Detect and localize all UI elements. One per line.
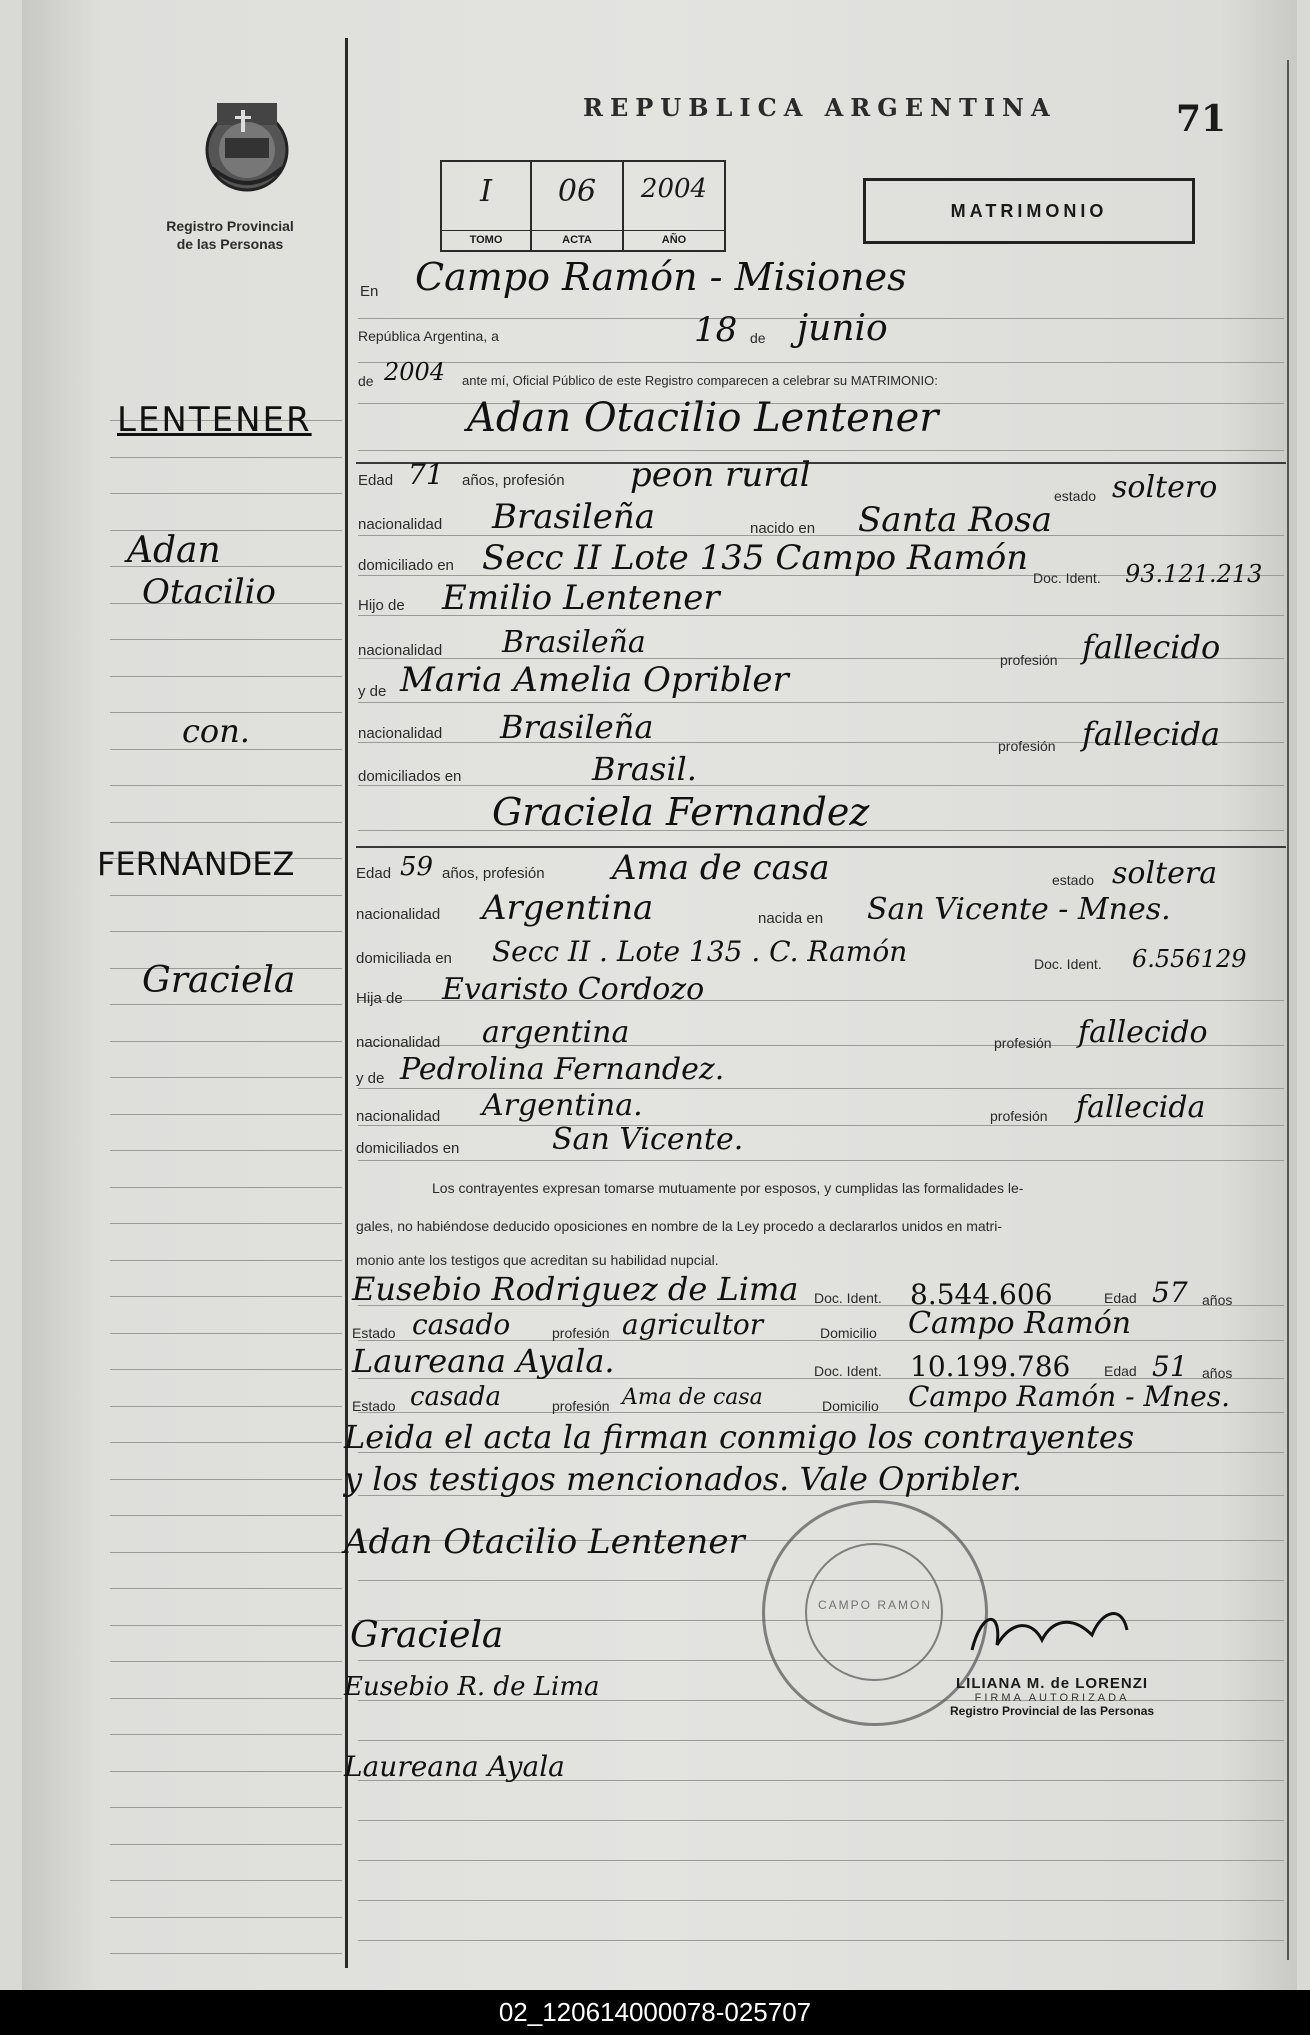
body-rule [358,450,1284,451]
margin-rule [110,1771,342,1772]
groom-madre-nac: Brasileña [500,708,654,746]
official-signature-mark-icon [952,1600,1152,1670]
margin-rule [110,1369,342,1370]
margin-rule [110,1552,342,1553]
margin-rule [110,1698,342,1699]
witness1-name: Eusebio Rodriguez de Lima [352,1270,799,1308]
groom-dom-label: domiciliado en [358,557,454,574]
margin-rule [110,1333,342,1334]
margin-rule [110,822,342,823]
bride-domicilio: Secc II . Lote 135 . C. Ramón [492,935,908,968]
ano-value: 2004 [640,174,708,204]
signature-witness2: Laureana Ayala [344,1750,565,1783]
bride-dom-label: domiciliada en [356,950,452,967]
margin-rule [110,1041,342,1042]
groom-hijo-label: Hijo de [358,597,405,614]
groom-madre-prof: fallecida [1082,715,1221,753]
bride-madre-prof: fallecida [1076,1090,1206,1125]
groom-doc-label: Doc. Ident. [1033,570,1101,586]
margin-rule [110,457,342,458]
margin-rule [110,1844,342,1845]
place-value: Campo Ramón - Misiones [415,255,907,299]
groom-padre-nac: Brasileña [502,625,646,660]
witness1-profesion: agricultor [622,1308,764,1341]
groom-estado: soltero [1112,470,1218,505]
page-number: 71 [1176,98,1227,140]
bride-madre-nac-label: nacionalidad [356,1108,441,1125]
margin-rule [110,1150,342,1151]
groom-padre-prof: fallecido [1082,628,1221,666]
groom-nacido: Santa Rosa [858,500,1052,540]
witness2-prof-label: profesión [552,1398,610,1414]
groom-doms-label: domiciliados en [358,768,462,785]
witness1-edad: 57 [1152,1276,1188,1309]
groom-name: Adan Otacilio Lentener [467,395,939,441]
intro-text: ante mí, Oficial Público de este Registro comparecen a celebrar su MATRIMONIO: [462,373,938,388]
bride-profesion: Ama de casa [612,848,830,888]
witness2-edad-label: Edad [1104,1363,1137,1379]
declaration-line3: monio ante los testigos que acreditan su habilidad nupcial. [356,1252,719,1268]
bride-name: Graciela Fernandez [492,790,870,834]
groom-padre-prof-label: profesión [1000,652,1058,668]
margin-rule [110,639,342,640]
bride-madre-nac: Argentina. [482,1088,643,1123]
witness1-doc: 8.544.606 [910,1278,1053,1311]
bride-padres-dom: San Vicente. [552,1122,744,1157]
bride-doc: 6.556129 [1132,945,1247,973]
margin-rule [110,1515,342,1516]
witness1-edad-label: Edad [1104,1290,1137,1306]
declaration-line2: gales, no habiéndose deducido oposiciones en nombre de la Ley procedo a declararlos unidos en matri- [356,1218,1002,1234]
official-title: FIRMA AUTORIZADA [974,1692,1130,1704]
groom-nac-label: nacionalidad [358,516,443,533]
groom-section-divider [356,462,1286,464]
acta-value: 06 [557,174,597,209]
bride-padre-nac: argentina [482,1015,630,1050]
rep-label: República Argentina, a [358,328,499,344]
tomo-acta-ano-box [440,160,726,252]
bride-nacida: San Vicente - Mnes. [867,892,1171,927]
margin-given-groom-b: Otacilio [142,572,276,612]
body-rule [358,702,1284,703]
body-rule [358,785,1284,786]
official-signature-block [950,1600,1154,1718]
bride-padre-prof: fallecido [1078,1015,1208,1050]
groom-yde-label: y de [358,683,387,700]
margin-surname-bride: FERNANDEZ [97,845,295,883]
witness2-profesion: Ama de casa [622,1385,763,1410]
margin-rule [110,1807,342,1808]
bride-doms-label: domiciliados en [356,1140,460,1157]
bride-prof-label: años, profesión [442,865,545,882]
groom-nacionalidad: Brasileña [492,497,655,537]
body-rule [358,1860,1284,1861]
official-office: Registro Provincial de las Personas [950,1704,1155,1718]
en-label: En [360,283,379,300]
closing-line2: y los testigos mencionados. Vale Opribler. [344,1460,1022,1498]
groom-prof-label: años, profesión [462,472,565,489]
bride-doc-label: Doc. Ident. [1034,956,1102,972]
body-rule [358,1900,1284,1901]
bride-edad: 59 [400,852,434,882]
day-value: 18 [694,310,738,350]
witness2-anos-label: años [1202,1365,1233,1381]
bride-nacionalidad: Argentina [482,888,654,928]
margin-rule [110,1625,342,1626]
witness1-domicilio: Campo Ramón [908,1306,1132,1341]
bride-madre: Pedrolina Fernandez. [400,1052,725,1087]
margin-rule [110,1588,342,1589]
witness1-anos-label: años [1202,1292,1233,1308]
groom-madre-prof-label: profesión [998,738,1056,754]
signature-bride: Graciela [350,1615,504,1656]
month-value: junio [797,308,888,349]
acta-label: ACTA [532,230,622,246]
margin-rule [110,676,342,677]
bride-nacida-label: nacida en [758,910,824,927]
ano-label: AÑO [624,230,724,246]
groom-estado-label: estado [1054,488,1097,504]
margin-rule [110,1917,342,1918]
margin-rule [110,1479,342,1480]
margin-rule [110,1953,342,1954]
provincial-coat-of-arms-icon [197,98,297,196]
margin-rule [110,1296,342,1297]
bride-estado-label: estado [1052,872,1095,888]
tomo-label: TOMO [442,230,530,246]
country-heading: REPUBLICA ARGENTINA [583,93,1057,122]
groom-padres-dom: Brasil. [592,750,697,788]
office-label [135,217,325,253]
document-type-box: MATRIMONIO [863,178,1195,244]
witness2-name: Laureana Ayala. [352,1342,615,1380]
witness2-dom-label: Domicilio [822,1398,879,1414]
bride-madre-prof-label: profesión [990,1108,1048,1124]
bride-yde-label: y de [356,1070,385,1087]
margin-rule [110,1223,342,1224]
margin-rule [110,895,342,896]
groom-profesion: peon rural [630,455,811,495]
bride-nac-label: nacionalidad [356,906,441,923]
year-value: 2004 [384,358,446,386]
bride-edad-label: Edad [356,865,392,882]
margin-rule [110,1260,342,1261]
groom-domicilio: Secc II Lote 135 Campo Ramón [482,538,1029,578]
witness1-estado-label: Estado [352,1325,396,1341]
margin-rule [110,1661,342,1662]
scan-id-footer: 02_120614000078-025707 [0,1990,1310,2035]
witness1-prof-label: profesión [552,1325,610,1341]
body-rule [358,1820,1284,1821]
margin-given-bride: Graciela [142,960,296,1001]
groom-madre: Maria Amelia Opribler [400,660,789,700]
witness2-estado: casada [410,1382,502,1412]
groom-padre-nac-label: nacionalidad [358,642,443,659]
witness2-estado-label: Estado [352,1398,396,1414]
bride-padre-prof-label: profesión [994,1035,1052,1051]
office-line2: de las Personas [176,236,284,252]
right-border [1287,60,1289,1960]
witness1-estado: casado [412,1308,511,1341]
margin-rule [110,1880,342,1881]
de-label-2: de [358,373,374,389]
bride-padre: Evaristo Cordozo [442,972,705,1007]
closing-line1: Leida el acta la firman conmigo los contrayentes [344,1418,1135,1456]
witness1-dom-label: Domicilio [820,1325,877,1341]
margin-rule [110,785,342,786]
witness2-domicilio: Campo Ramón - Mnes. [908,1380,1231,1413]
witness2-doc-label: Doc. Ident. [814,1363,882,1379]
office-line1: Registro Provincial [166,218,294,234]
body-rule [358,1740,1284,1741]
tomo-value: I [480,174,492,209]
body-rule [358,1940,1284,1941]
margin-rule [110,931,342,932]
de-label-1: de [750,330,766,346]
groom-nacido-label: nacido en [750,520,816,537]
margin-rule [110,1406,342,1407]
groom-padre: Emilio Lentener [442,578,720,618]
margin-rule [110,1187,342,1188]
bride-estado: soltera [1112,856,1218,891]
witness1-doc-label: Doc. Ident. [814,1290,882,1306]
declaration-line1: Los contrayentes expresan tomarse mutuamente por esposos, y cumplidas las formalidades le- [432,1180,1024,1196]
margin-rule [110,1114,342,1115]
margin-given-groom-a: Adan [127,530,221,571]
seal-text: CAMPO RAMON [817,1598,932,1612]
body-rule [358,1160,1284,1161]
official-name: LILIANA M. de LORENZI [955,1675,1149,1692]
witness2-edad: 51 [1152,1350,1188,1383]
margin-rule [110,493,342,494]
bride-padre-nac-label: nacionalidad [356,1034,441,1051]
body-rule [358,362,1284,363]
margin-rule [110,1442,342,1443]
document-page [22,0,1297,1990]
groom-madre-nac-label: nacionalidad [358,725,443,742]
groom-edad-label: Edad [358,472,394,489]
signature-groom: Adan Otacilio Lentener [344,1522,745,1562]
bride-hija-label: Hija de [356,990,403,1007]
margin-rule [110,1004,342,1005]
groom-doc: 93.121.213 [1125,560,1263,588]
margin-rule [110,1734,342,1735]
body-rule [358,1125,1284,1126]
margin-con: con. [182,712,250,750]
signature-witness1: Eusebio R. de Lima [344,1672,600,1702]
margin-rule [110,1077,342,1078]
groom-edad: 71 [408,458,444,491]
witness2-doc: 10.199.786 [910,1350,1071,1383]
margin-surname-groom: LENTENER [117,400,312,440]
